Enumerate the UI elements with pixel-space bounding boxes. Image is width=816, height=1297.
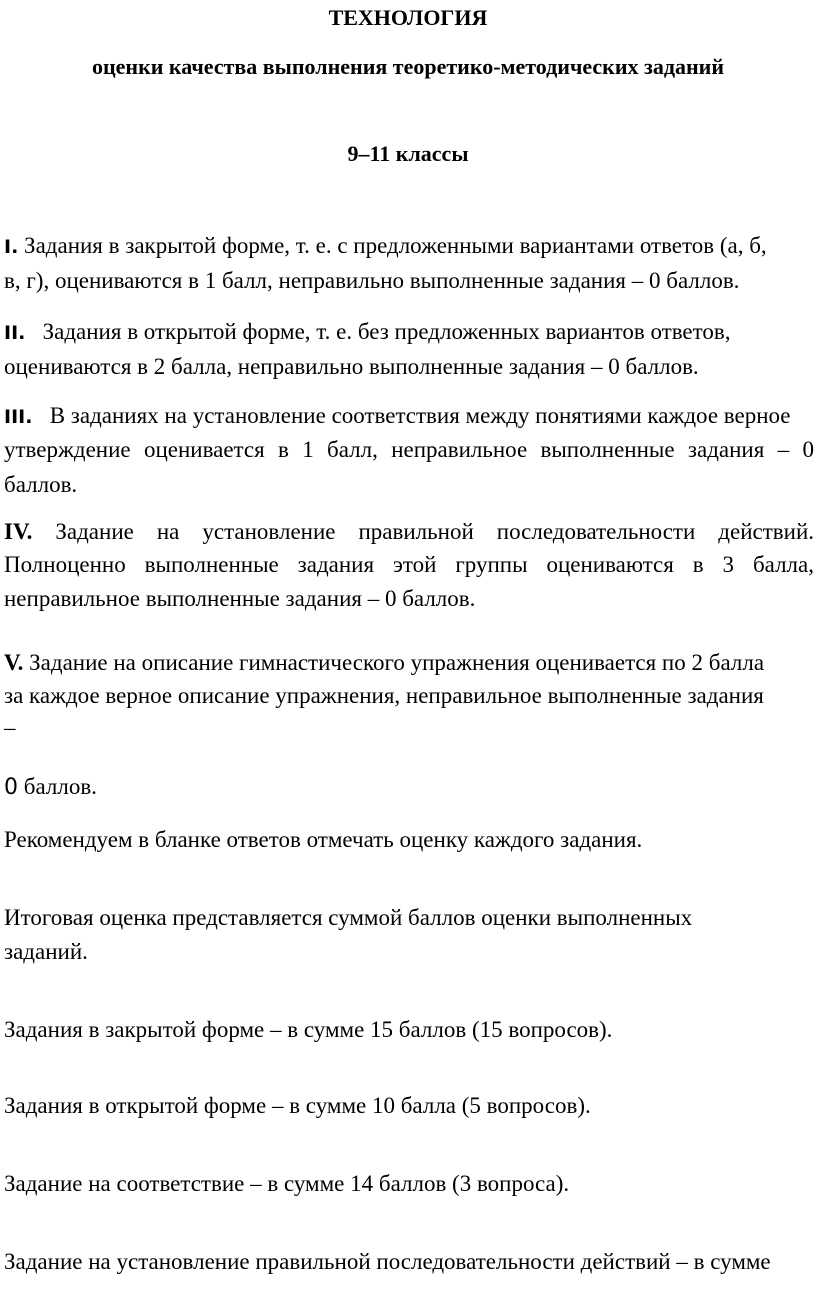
- section-4-text-1: Задание на установление правильной последовательности действий.: [55, 519, 815, 544]
- doc-grades: 9–11 классы: [347, 141, 469, 166]
- section-2-line-2: оцениваются в 2 балла, неправильно выполненные задания – 0 баллов.: [4, 354, 699, 379]
- section-5-text-1: Задание на описание гимнастического упражнения оценивается по 2 балла: [29, 650, 765, 675]
- section-5-number: V.: [4, 650, 24, 675]
- recommendation-paragraph: Рекомендуем в бланке ответов отмечать оценку каждого задания.: [4, 827, 643, 852]
- total-score-line-1: Итоговая оценка представляется суммой баллов оценки выполненных: [4, 905, 693, 930]
- section-5-line-2: за каждое верное описание упражнения, неправильное выполненные задания: [4, 683, 764, 708]
- closed-form-total: Задания в закрытой форме – в сумме 15 баллов (15 вопросов).: [4, 1017, 613, 1042]
- section-4-line-3: неправильное выполненные задания – 0 баллов.: [4, 586, 476, 611]
- section-2-line-1: [4, 315, 731, 350]
- section-1-text-1: Задания в закрытой форме, т. е. с предложенными вариантами ответов (а, б,: [24, 233, 767, 258]
- section-3-number: III.: [4, 406, 33, 428]
- section-1-line-1: [4, 229, 767, 264]
- section-4-number: IV.: [4, 519, 33, 544]
- section-1-number: I.: [4, 236, 19, 258]
- section-4-line-2: Полноценно выполненные задания этой группы оцениваются в 3 балла,: [4, 552, 814, 577]
- section-3-line-1: [4, 399, 791, 434]
- zero-points-text: баллов.: [18, 774, 97, 799]
- sequence-total: Задание на установление правильной последовательности действий – в сумме: [4, 1249, 771, 1274]
- open-form-total: Задания в открытой форме – в сумме 10 балла (5 вопросов).: [4, 1093, 591, 1118]
- section-5-line-3: –: [4, 715, 16, 740]
- section-2-text-1: Задания в открытой форме, т. е. без предложенных вариантов ответов,: [42, 319, 731, 344]
- section-3-line-3: баллов.: [4, 472, 78, 497]
- section-3-text-1: В заданиях на установление соответствия между понятиями каждое верное: [49, 403, 791, 428]
- doc-subtitle: оценки качества выполнения теоретико-методических заданий: [91, 54, 725, 79]
- doc-title: ТЕХНОЛОГИЯ: [328, 5, 488, 30]
- section-5-line-1: [4, 646, 764, 680]
- total-score-line-2: заданий.: [4, 939, 88, 964]
- section-4-line-1: [4, 515, 814, 549]
- section-3-line-2: утверждение оценивается в 1 балл, неправильное выполненные задания – 0: [4, 437, 814, 462]
- matching-total: Задание на соответствие – в сумме 14 баллов (3 вопроса).: [4, 1171, 570, 1196]
- section-1-line-2: в, г), оцениваются в 1 балл, неправильно выполненные задания – 0 баллов.: [4, 268, 740, 293]
- zero-points-line: [4, 770, 97, 805]
- zero-digit: 0: [4, 775, 18, 800]
- section-2-number: II.: [4, 322, 26, 344]
